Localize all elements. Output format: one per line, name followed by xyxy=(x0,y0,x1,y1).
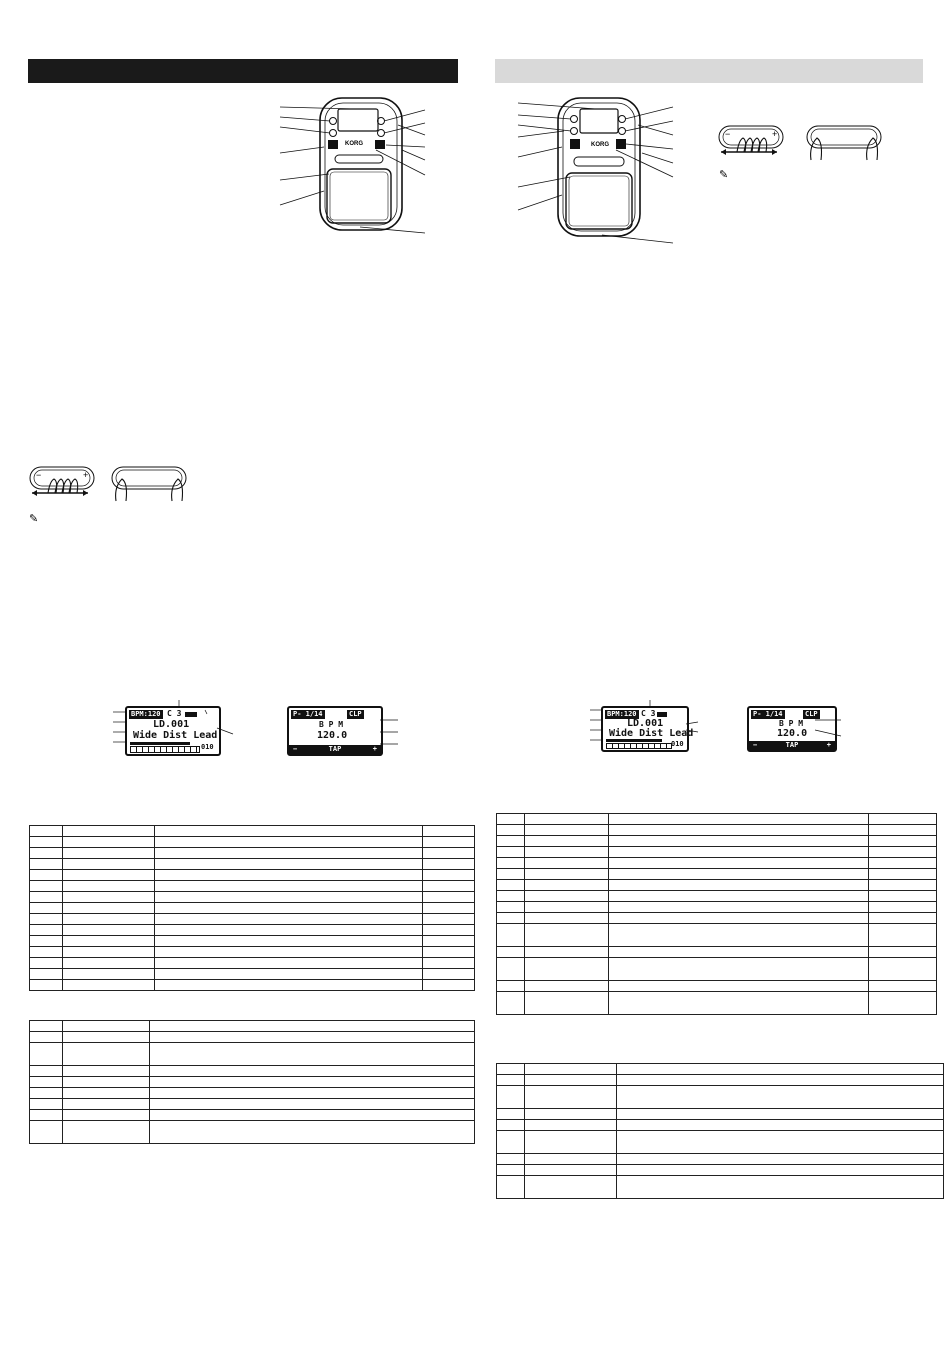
table-cell xyxy=(609,836,869,847)
table-cell xyxy=(30,1110,63,1121)
table-row xyxy=(497,891,937,902)
lcd-param-value-right: 120.0 xyxy=(777,728,808,739)
table-cell xyxy=(155,969,423,980)
device-diagram xyxy=(280,95,440,240)
table-cell xyxy=(869,958,937,981)
table-row xyxy=(30,1110,475,1121)
table-row xyxy=(497,1176,944,1199)
table-cell xyxy=(497,902,525,913)
table-cell xyxy=(423,892,475,903)
table-cell xyxy=(609,913,869,924)
table-row xyxy=(30,947,475,958)
table-cell xyxy=(30,870,63,881)
lcd-tap-right: TAP xyxy=(785,741,799,749)
table-cell xyxy=(497,1109,525,1120)
table-row xyxy=(30,1032,475,1043)
table-cell xyxy=(63,925,155,936)
table-cell xyxy=(155,980,423,991)
table-cell xyxy=(497,947,525,958)
touchpad-minus-label-right: − xyxy=(725,129,731,139)
lcd-param-label: B P M xyxy=(319,720,344,729)
table-cell xyxy=(423,881,475,892)
table-cell xyxy=(497,958,525,981)
lcd-main-callouts xyxy=(113,700,233,755)
table-row xyxy=(30,870,475,881)
table-cell xyxy=(63,837,155,848)
table-cell xyxy=(150,1021,475,1032)
table-cell xyxy=(30,1032,63,1043)
table-cell xyxy=(617,1075,944,1086)
table-cell xyxy=(497,913,525,924)
lcd-footer-right xyxy=(749,741,835,750)
table-cell xyxy=(30,903,63,914)
table-row xyxy=(30,848,475,859)
lcd-counter-right: 010 xyxy=(671,740,684,748)
note-icon: ✎ xyxy=(29,513,39,525)
table-cell xyxy=(30,859,63,870)
spec-table-2-right xyxy=(496,1063,944,1199)
table-cell xyxy=(609,891,869,902)
table-cell xyxy=(423,958,475,969)
table-cell xyxy=(63,1066,150,1077)
table-cell xyxy=(150,1032,475,1043)
table-row xyxy=(497,1131,944,1154)
table-cell xyxy=(150,1110,475,1121)
table-cell xyxy=(30,980,63,991)
table-cell xyxy=(63,947,155,958)
table-row xyxy=(497,958,937,981)
table-cell xyxy=(609,847,869,858)
table-row xyxy=(30,826,475,837)
table-row xyxy=(30,1121,475,1144)
table-cell xyxy=(525,958,609,981)
table-row xyxy=(30,1066,475,1077)
lcd-footer xyxy=(289,745,381,754)
table-cell xyxy=(869,814,937,825)
table-cell xyxy=(150,1066,475,1077)
table-cell xyxy=(525,836,609,847)
table-cell xyxy=(423,848,475,859)
table-row xyxy=(497,981,937,992)
spec-table-1 xyxy=(29,825,475,991)
table-cell xyxy=(63,859,155,870)
table-row xyxy=(30,859,475,870)
device-diagram-right xyxy=(518,95,678,245)
table-row xyxy=(497,858,937,869)
table-cell xyxy=(63,1043,150,1066)
table-row xyxy=(497,947,937,958)
table-cell xyxy=(497,1064,525,1075)
table-cell xyxy=(497,869,525,880)
table-cell xyxy=(155,925,423,936)
lcd-clip-right: CLP xyxy=(805,710,818,718)
lcd-param-value: 120.0 xyxy=(317,730,348,741)
table-cell xyxy=(609,814,869,825)
device-logo-right: KORG xyxy=(591,142,609,148)
table-row xyxy=(30,892,475,903)
table-cell xyxy=(150,1099,475,1110)
lcd-main-callouts-right xyxy=(590,700,700,750)
table-cell xyxy=(497,1131,525,1154)
lcd-key-right: C 3 xyxy=(641,709,656,718)
table-cell xyxy=(30,837,63,848)
lcd-program-right: LD.001 xyxy=(627,718,664,729)
table-cell xyxy=(63,1099,150,1110)
table-cell xyxy=(525,981,609,992)
table-cell xyxy=(609,858,869,869)
table-cell xyxy=(525,992,609,1015)
table-row xyxy=(497,814,937,825)
table-row xyxy=(30,1088,475,1099)
table-cell xyxy=(869,947,937,958)
table-cell xyxy=(423,914,475,925)
table-cell xyxy=(155,936,423,947)
table-cell xyxy=(155,859,423,870)
table-row xyxy=(30,980,475,991)
table-row xyxy=(497,880,937,891)
lcd-page: P- 1/14 xyxy=(293,710,323,718)
table-cell xyxy=(63,848,155,859)
table-cell xyxy=(155,914,423,925)
table-cell xyxy=(423,980,475,991)
table-cell xyxy=(423,936,475,947)
table-cell xyxy=(30,914,63,925)
table-row xyxy=(30,1043,475,1066)
lcd-key: C 3 xyxy=(167,709,182,718)
table-row xyxy=(497,1154,944,1165)
table-cell xyxy=(155,892,423,903)
lcd-tempo-callouts-right xyxy=(815,710,845,740)
table-cell xyxy=(423,826,475,837)
table-cell xyxy=(150,1043,475,1066)
table-row xyxy=(497,1120,944,1131)
table-cell xyxy=(30,1043,63,1066)
table-row xyxy=(30,837,475,848)
table-row xyxy=(497,913,937,924)
table-cell xyxy=(63,870,155,881)
table-cell xyxy=(869,858,937,869)
table-row xyxy=(30,958,475,969)
table-cell xyxy=(497,814,525,825)
table-cell xyxy=(497,1120,525,1131)
table-cell xyxy=(869,981,937,992)
table-cell xyxy=(525,1131,617,1154)
touchpad-plus-label-right: + xyxy=(772,129,778,139)
table-cell xyxy=(150,1088,475,1099)
table-row xyxy=(497,825,937,836)
table-cell xyxy=(525,814,609,825)
table-cell xyxy=(497,891,525,902)
table-cell xyxy=(609,924,869,947)
table-cell xyxy=(497,858,525,869)
section-header-bar-right xyxy=(495,59,923,83)
table-cell xyxy=(30,826,63,837)
table-row xyxy=(30,881,475,892)
table-cell xyxy=(150,1077,475,1088)
table-cell xyxy=(609,958,869,981)
table-cell xyxy=(609,869,869,880)
table-row xyxy=(30,903,475,914)
table-cell xyxy=(63,969,155,980)
table-cell xyxy=(525,869,609,880)
table-cell xyxy=(63,1088,150,1099)
table-cell xyxy=(423,837,475,848)
table-cell xyxy=(63,892,155,903)
table-cell xyxy=(63,881,155,892)
table-cell xyxy=(423,969,475,980)
table-cell xyxy=(617,1064,944,1075)
spec-table-2 xyxy=(29,1020,475,1144)
table-cell xyxy=(525,847,609,858)
section-header-bar xyxy=(28,59,458,83)
table-cell xyxy=(617,1165,944,1176)
table-cell xyxy=(30,1066,63,1077)
table-row xyxy=(497,924,937,947)
table-cell xyxy=(30,947,63,958)
table-row xyxy=(30,1077,475,1088)
table-cell xyxy=(525,1109,617,1120)
table-cell xyxy=(423,903,475,914)
lcd-bpm: BPM:120 xyxy=(131,710,161,718)
lcd-param-label-right: B P M xyxy=(779,719,804,728)
table-cell xyxy=(525,825,609,836)
lcd-program: LD.001 xyxy=(153,719,190,730)
table-cell xyxy=(497,1176,525,1199)
table-cell xyxy=(63,826,155,837)
table-cell xyxy=(609,902,869,913)
table-cell xyxy=(155,826,423,837)
table-cell xyxy=(525,891,609,902)
lcd-counter: 010 xyxy=(201,743,214,751)
lcd-tap: TAP xyxy=(328,745,342,753)
table-row xyxy=(497,1165,944,1176)
lcd-page-right: P- 1/14 xyxy=(753,710,783,718)
table-cell xyxy=(869,913,937,924)
table-cell xyxy=(869,825,937,836)
table-row xyxy=(497,1064,944,1075)
table-row xyxy=(497,1086,944,1109)
table-cell xyxy=(525,1120,617,1131)
table-cell xyxy=(525,858,609,869)
table-cell xyxy=(525,947,609,958)
lcd-plus: + xyxy=(372,745,377,753)
table-cell xyxy=(30,881,63,892)
table-cell xyxy=(30,1021,63,1032)
table-cell xyxy=(617,1154,944,1165)
table-row xyxy=(30,1099,475,1110)
table-cell xyxy=(63,1021,150,1032)
table-cell xyxy=(63,980,155,991)
table-row xyxy=(497,847,937,858)
table-cell xyxy=(423,925,475,936)
table-cell xyxy=(497,836,525,847)
spec-table-1-right xyxy=(496,813,937,1015)
table-cell xyxy=(869,847,937,858)
lcd-minus-right: − xyxy=(753,741,758,749)
table-cell xyxy=(497,981,525,992)
table-cell xyxy=(155,837,423,848)
touchpad-plus-label: + xyxy=(83,470,89,480)
table-cell xyxy=(497,924,525,947)
table-cell xyxy=(155,848,423,859)
table-cell xyxy=(525,1165,617,1176)
table-cell xyxy=(525,1064,617,1075)
table-cell xyxy=(497,992,525,1015)
table-cell xyxy=(63,936,155,947)
device-logo: KORG xyxy=(345,141,363,147)
table-row xyxy=(497,992,937,1015)
table-cell xyxy=(63,914,155,925)
table-cell xyxy=(497,825,525,836)
table-cell xyxy=(497,880,525,891)
table-cell xyxy=(525,1154,617,1165)
touchpad-tap-illustration xyxy=(110,465,190,505)
table-cell xyxy=(63,1077,150,1088)
table-cell xyxy=(155,958,423,969)
table-cell xyxy=(497,847,525,858)
table-cell xyxy=(869,836,937,847)
table-cell xyxy=(497,1086,525,1109)
table-cell xyxy=(869,992,937,1015)
table-cell xyxy=(150,1121,475,1144)
table-cell xyxy=(869,891,937,902)
table-cell xyxy=(525,880,609,891)
table-row xyxy=(30,969,475,980)
table-cell xyxy=(155,903,423,914)
note-icon-right: ✎ xyxy=(719,169,729,181)
table-cell xyxy=(525,1075,617,1086)
lcd-tempo-display xyxy=(287,706,383,756)
table-cell xyxy=(63,1121,150,1144)
table-cell xyxy=(423,947,475,958)
table-cell xyxy=(63,958,155,969)
lcd-tempo-callouts xyxy=(380,708,400,750)
table-cell xyxy=(609,947,869,958)
table-cell xyxy=(617,1131,944,1154)
table-cell xyxy=(155,947,423,958)
table-cell xyxy=(609,880,869,891)
lcd-plus-right: + xyxy=(826,741,831,749)
lcd-program-name-right: Wide Dist Lead xyxy=(609,728,694,739)
table-row xyxy=(497,869,937,880)
table-cell xyxy=(30,958,63,969)
table-cell xyxy=(869,880,937,891)
table-row xyxy=(497,902,937,913)
table-cell xyxy=(423,859,475,870)
table-cell xyxy=(30,936,63,947)
table-row xyxy=(30,925,475,936)
table-cell xyxy=(30,848,63,859)
touchpad-tap-illustration-right xyxy=(805,124,885,164)
table-cell xyxy=(869,924,937,947)
lcd-minus: − xyxy=(293,745,298,753)
table-cell xyxy=(609,992,869,1015)
table-row xyxy=(497,1075,944,1086)
table-cell xyxy=(30,925,63,936)
table-cell xyxy=(497,1075,525,1086)
table-cell xyxy=(30,892,63,903)
lcd-bpm-right: BPM:120 xyxy=(607,710,637,718)
table-cell xyxy=(30,1088,63,1099)
table-cell xyxy=(869,869,937,880)
table-cell xyxy=(30,1077,63,1088)
table-cell xyxy=(617,1109,944,1120)
table-cell xyxy=(525,913,609,924)
lcd-clip: CLP xyxy=(349,710,362,718)
table-cell xyxy=(30,1099,63,1110)
table-cell xyxy=(609,825,869,836)
table-cell xyxy=(30,1121,63,1144)
table-cell xyxy=(155,881,423,892)
table-cell xyxy=(617,1120,944,1131)
table-cell xyxy=(63,903,155,914)
table-cell xyxy=(423,870,475,881)
table-row xyxy=(30,936,475,947)
table-cell xyxy=(869,902,937,913)
table-cell xyxy=(497,1154,525,1165)
table-cell xyxy=(525,1086,617,1109)
table-row xyxy=(497,836,937,847)
table-cell xyxy=(525,902,609,913)
table-cell xyxy=(30,969,63,980)
table-cell xyxy=(155,870,423,881)
table-row xyxy=(30,1021,475,1032)
table-cell xyxy=(525,924,609,947)
table-cell xyxy=(525,1176,617,1199)
table-row xyxy=(497,1109,944,1120)
touchpad-minus-label: − xyxy=(36,470,42,480)
table-cell xyxy=(63,1110,150,1121)
table-cell xyxy=(617,1086,944,1109)
table-cell xyxy=(63,1032,150,1043)
table-cell xyxy=(617,1176,944,1199)
table-cell xyxy=(609,981,869,992)
table-row xyxy=(30,914,475,925)
table-cell xyxy=(497,1165,525,1176)
lcd-program-name: Wide Dist Lead xyxy=(133,730,218,741)
